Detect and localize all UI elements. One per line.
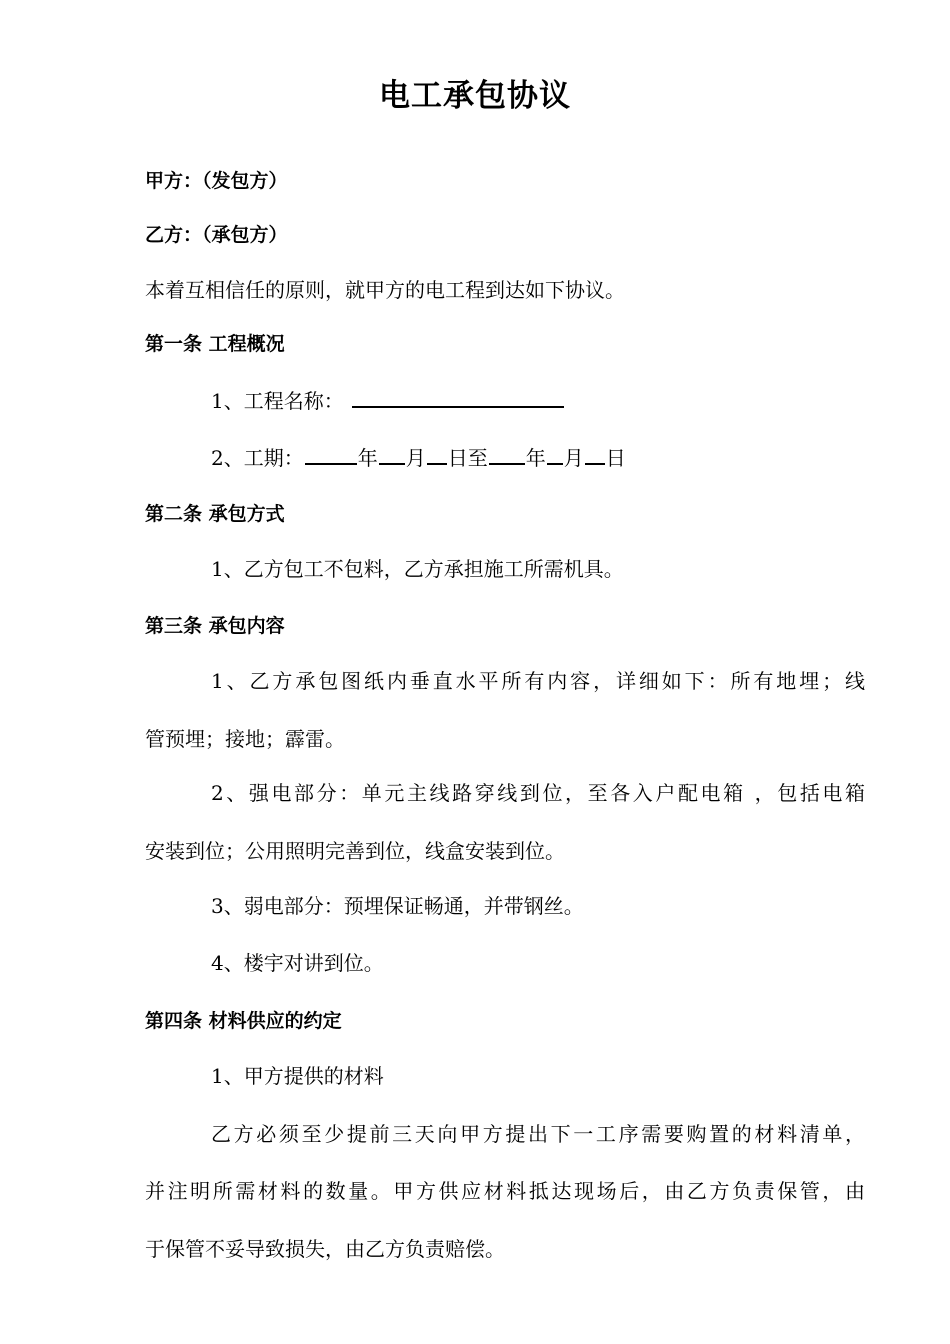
start-month-label: 月 [405,446,426,470]
document-title: 电工承包协议 [379,78,571,114]
article4-item1: 1、甲方提供的材料 [211,1064,384,1088]
party-a-line: 甲方：（发包方） [145,170,288,192]
article4-para-line2: 并注明所需材料的数量。甲方供应材料抵达现场后，由乙方负责保管，由 [145,1179,865,1203]
start-month-blank [379,441,405,465]
article3-item1-line2: 管预埋；接地；霹雷。 [145,727,345,751]
article3-heading: 第三条 承包内容 [145,615,285,637]
article3-item4: 4、楼宇对讲到位。 [211,951,384,975]
party-b-line: 乙方：（承包方） [145,224,288,246]
project-name-blank [352,384,564,408]
article1-item2 [211,441,865,473]
article4-para-line3: 于保管不妥导致损失，由乙方负责赔偿。 [145,1237,505,1261]
end-day-blank [585,441,605,465]
duration-label: 2、工期： [211,446,304,470]
end-day-label: 日 [605,446,626,470]
article1-heading: 第一条 工程概况 [145,333,285,355]
article1-item1 [211,384,865,416]
article4-para-line1: 乙方必须至少提前三天向甲方提出下一工序需要购置的材料清单， [211,1122,865,1146]
article4-heading: 第四条 材料供应的约定 [145,1010,342,1032]
end-year-blank [489,441,525,465]
start-year-blank [305,441,357,465]
preamble-text: 本着互相信任的原则，就甲方的电工程到达如下协议。 [145,278,625,302]
article2-heading: 第二条 承包方式 [145,503,285,525]
start-day-label: 日至 [447,446,488,470]
end-year-label: 年 [525,446,546,470]
article3-item3: 3、弱电部分：预埋保证畅通，并带钢丝。 [211,894,584,918]
project-name-label: 1、工程名称： [211,389,344,413]
article3-item2-line1: 2、强电部分：单元主线路穿线到位，至各入户配电箱 ，包括电箱 [211,781,865,805]
start-year-label: 年 [357,446,378,470]
end-month-blank [547,441,563,465]
start-day-blank [427,441,447,465]
article2-item1: 1、乙方包工不包料，乙方承担施工所需机具。 [211,557,624,581]
article3-item1-line1: 1、乙方承包图纸内垂直水平所有内容，详细如下：所有地埋；线 [211,669,865,693]
end-month-label: 月 [563,446,584,470]
article3-item2-line2: 安装到位；公用照明完善到位，线盒安装到位。 [145,839,565,863]
